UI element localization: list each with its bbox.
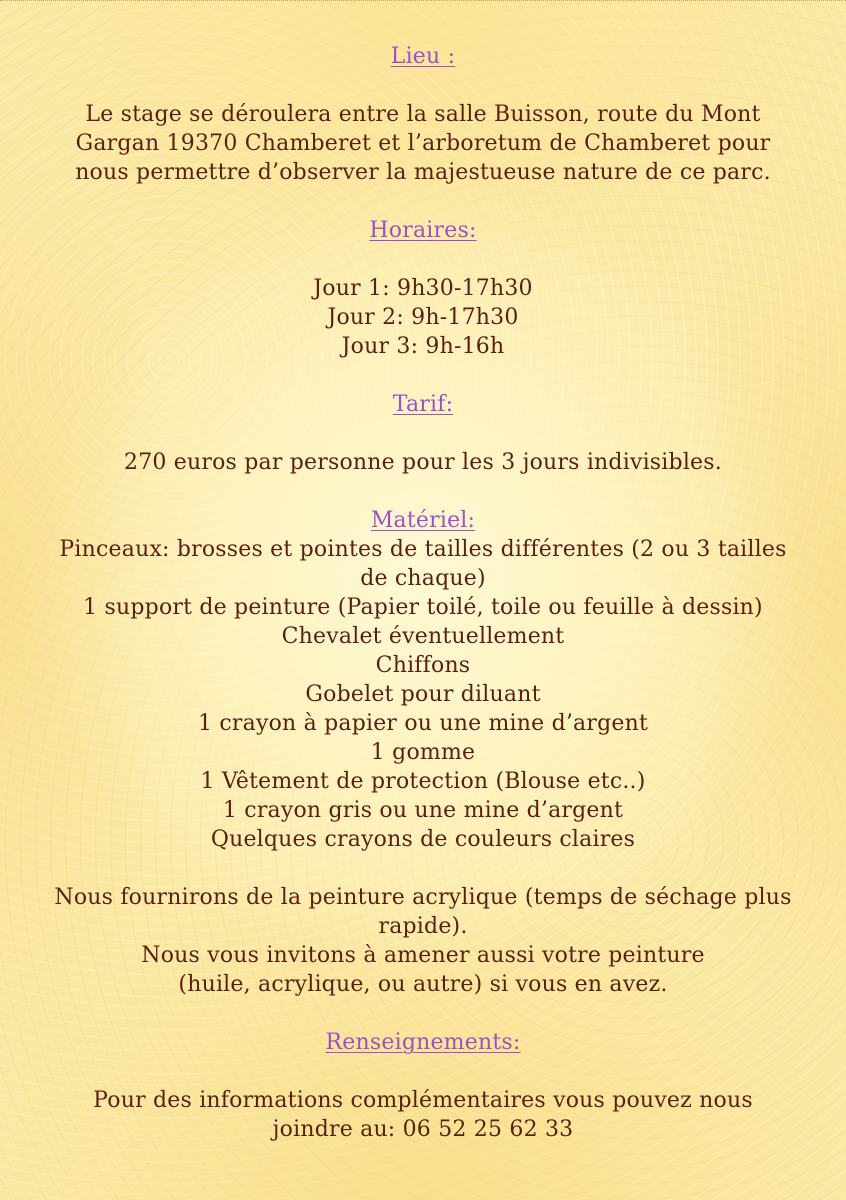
materiel-line: 1 gomme [370, 740, 476, 765]
spacer [40, 245, 806, 274]
lieu-line: Gargan 19370 Chamberet et l’arboretum de Chamberet pour [75, 131, 771, 156]
horaire-line: Jour 2: 9h-17h30 [327, 305, 519, 330]
materiel-line: Chevalet éventuellement [281, 624, 565, 649]
materiel-line: Chiffons [375, 653, 471, 678]
materiel-note-line: rapide). [378, 914, 468, 939]
spacer [40, 361, 806, 390]
lieu-line: Le stage se déroulera entre la salle Buisson, route du Mont [85, 102, 761, 127]
materiel-line: Pinceaux: brosses et pointes de tailles différentes (2 ou 3 tailles [59, 537, 787, 562]
materiel-line: 1 support de peinture (Papier toilé, toile ou feuille à dessin) [83, 595, 763, 620]
tarif-line: 270 euros par personne pour les 3 jours indivisibles. [124, 450, 722, 475]
heading-renseignements: Renseignements: [325, 1030, 521, 1055]
lieu-line: nous permettre d’observer la majestueuse nature de ce parc. [75, 160, 771, 185]
materiel-note-line: (huile, acrylique, ou autre) si vous en avez. [178, 972, 668, 997]
spacer [40, 419, 806, 448]
materiel-line: 1 crayon gris ou une mine d’argent [222, 798, 624, 823]
spacer [40, 477, 806, 506]
materiel-line: Gobelet pour diluant [305, 682, 541, 707]
horaire-line: Jour 1: 9h30-17h30 [313, 276, 533, 301]
document-body [40, 42, 806, 1144]
spacer [40, 71, 806, 100]
heading-horaires: Horaires: [369, 218, 477, 243]
phone-line: joindre au: 06 52 25 62 33 [272, 1117, 574, 1142]
materiel-line: 1 crayon à papier ou une mine d’argent [198, 711, 648, 736]
spacer [40, 187, 806, 216]
spacer [40, 1057, 806, 1086]
materiel-line: de chaque) [360, 566, 486, 591]
heading-materiel: Matériel: [370, 508, 476, 533]
heading-lieu: Lieu : [390, 44, 456, 69]
materiel-line: Quelques crayons de couleurs claires [210, 827, 636, 852]
horaire-line: Jour 3: 9h-16h [341, 334, 505, 359]
renseignements-line: Pour des informations complémentaires vous pouvez nous [93, 1088, 753, 1113]
heading-tarif: Tarif: [392, 392, 454, 417]
spacer [40, 854, 806, 883]
spacer [40, 999, 806, 1028]
materiel-note-line: Nous vous invitons à amener aussi votre peinture [141, 943, 705, 968]
materiel-line: 1 Vêtement de protection (Blouse etc..) [200, 769, 646, 794]
materiel-note-line: Nous fournirons de la peinture acrylique (temps de séchage plus [54, 885, 792, 910]
